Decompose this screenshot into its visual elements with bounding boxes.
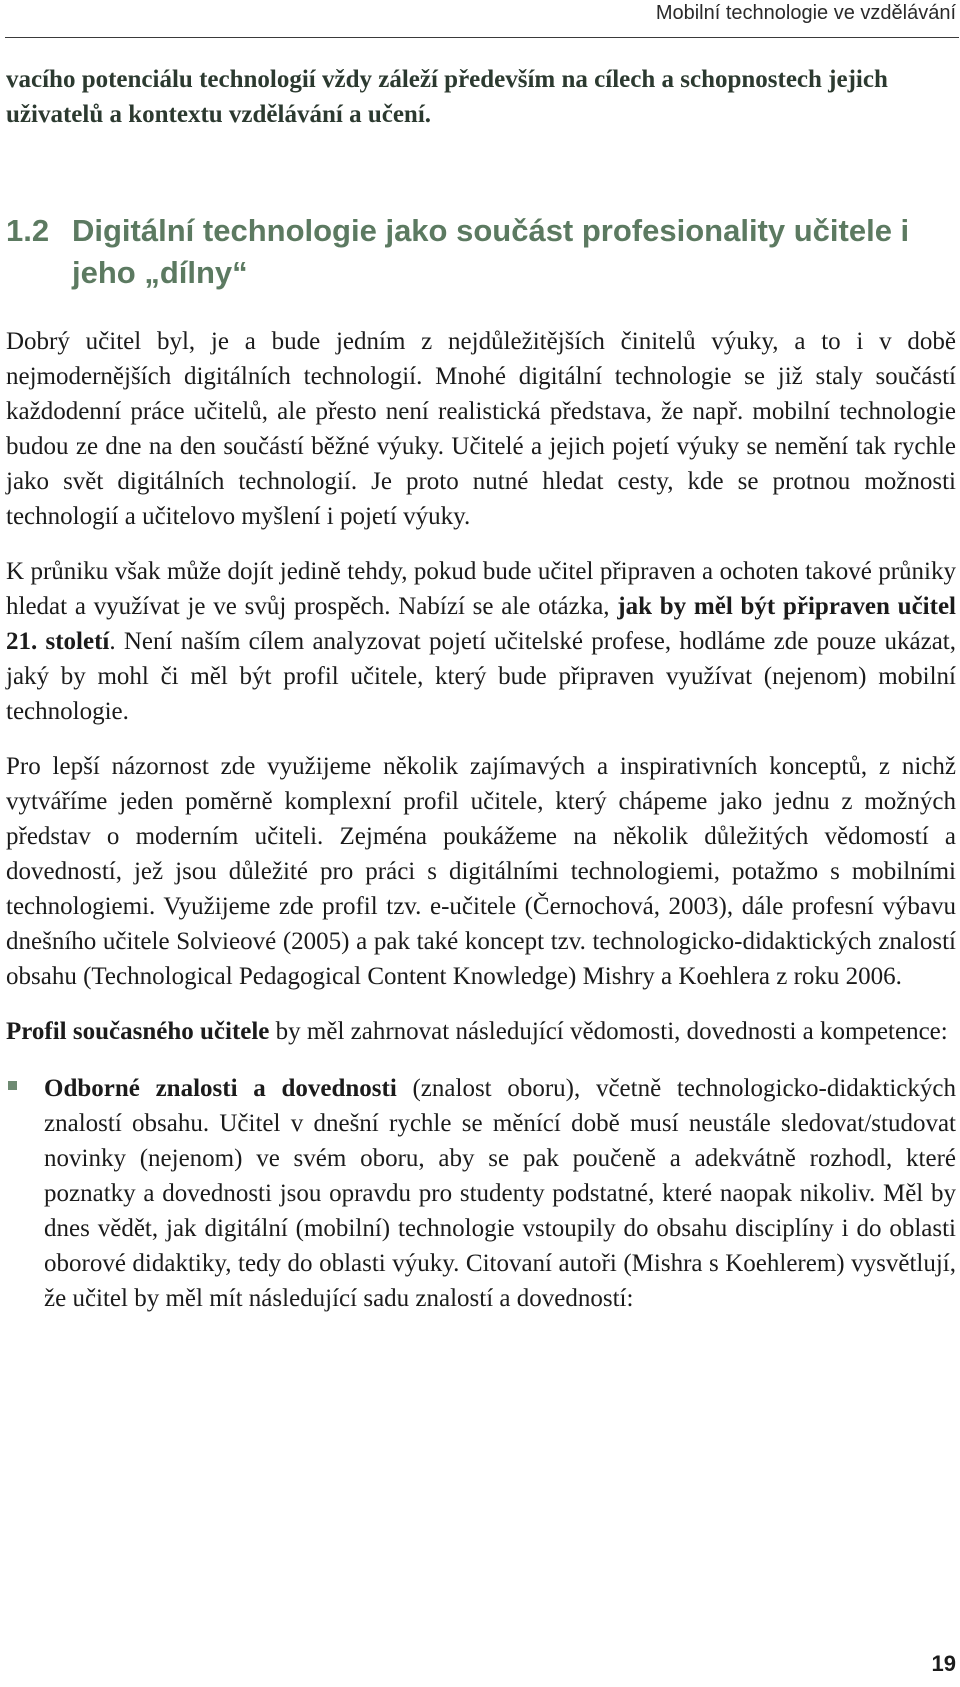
header-divider (5, 37, 959, 38)
paragraph-1: Dobrý učitel byl, je a bude jedním z nejdůležitějších činitelů výuky, a to i v době nejmodernějších digitálních technologií. Mnohé digitální technologie se již staly součástí každodenní práce učitelů, ale přesto není realistická představa, že např. mobilní technologie budou ze dne na den součástí běžné výuky. Učitelé a jejich pojetí výuky se nemění tak rychle jako svět digitálních technologií. Je proto nutné hledat cesty, kde se protnou možnosti technologií a učitelovo myšlení i pojetí výuky. (6, 328, 956, 530)
paragraph-2-text-a: K průniku však může dojít jedině tehdy, pokud bude učitel připraven a ochoten takové průniky hledat a využívat je ve svůj prospěch. Nabízí se ale otázka, (6, 558, 956, 620)
section-title: Digitální technologie jako součást profesionality učitele i jeho „dílny“ (72, 213, 910, 290)
paragraph-4-emphasis: Profil současného učitele (6, 1018, 270, 1045)
paragraph-2-emphasis: jak by měl být připraven učitel 21. století (6, 593, 956, 655)
bullet-body: (znalost oboru), včetně technologicko-didaktických znalostí obsahu. Učitel v dnešní rychle se měnící době musí neustále sledovat/studovat novinky (nejenom) ve svém oboru, aby se pak poučeně a adekvátně rozhodl, které poznatky a dovednosti jsou opravdu pro studenty podstatné, které naopak nikoliv. Měl by dnes vědět, jak digitální (mobilní) technologie vstoupily do obsahu disciplíny i do oblasti oborové didaktiky, tedy do oblasti výuky. Citovaní autoři (Mishra s Koehlerem) vysvětlují, že učitel by měl mít následující sadu znalostí a dovedností: (44, 1075, 956, 1312)
page-content (6, 62, 956, 1316)
bullet-text (44, 1071, 956, 1316)
paragraph-3: Pro lepší názornost zde využijeme několik zajímavých a inspirativních konceptů, z nichž vytváříme jeden poměrně komplexní profil učitele, který chápeme jako jednu z možných představ o moderním učiteli. Zejména poukážeme na několik důležitých vědomostí a dovedností, jež jsou důležité pro práci s digitálními technologiemi, potažmo s mobilními technologiemi. Využijeme zde profil tzv. e-učitele (Černochová, 2003), dále profesní výbavu dnešního učitele Solvieové (2005) a pak také koncept tzv. technologicko-didaktických znalostí obsahu (Technological Pedagogical Content Knowledge) Mishry a Koehlera z roku 2006. (6, 753, 956, 990)
page-number: 19 (931, 1651, 956, 1676)
paragraph-4-text: by měl zahrnovat následující vědomosti, dovednosti a kompetence: (269, 1018, 948, 1045)
lead-paragraph: vacího potenciálu technologií vždy záleží především na cílech a schopnostech jejich uživatelů a kontextu vzdělávání a učení. (6, 66, 888, 128)
section-number: 1.2 (6, 213, 50, 248)
bullet-square-icon (6, 1071, 44, 1316)
paragraph-2-text-b: . Není naším cílem analyzovat pojetí učitelské profese, hodláme zde pouze ukázat, jaký by mohl či měl být profil učitele, který bude připraven využívat (nejenom) mobilní technologie. (6, 628, 957, 725)
running-header: Mobilní technologie ve vzdělávání (655, 2, 956, 24)
bullet-emphasis: Odborné znalosti a dovednosti (44, 1075, 397, 1102)
paragraph-4 (6, 1014, 956, 1049)
bullet-item (6, 1071, 956, 1316)
paragraph-2 (6, 554, 956, 729)
section-heading (6, 210, 956, 294)
